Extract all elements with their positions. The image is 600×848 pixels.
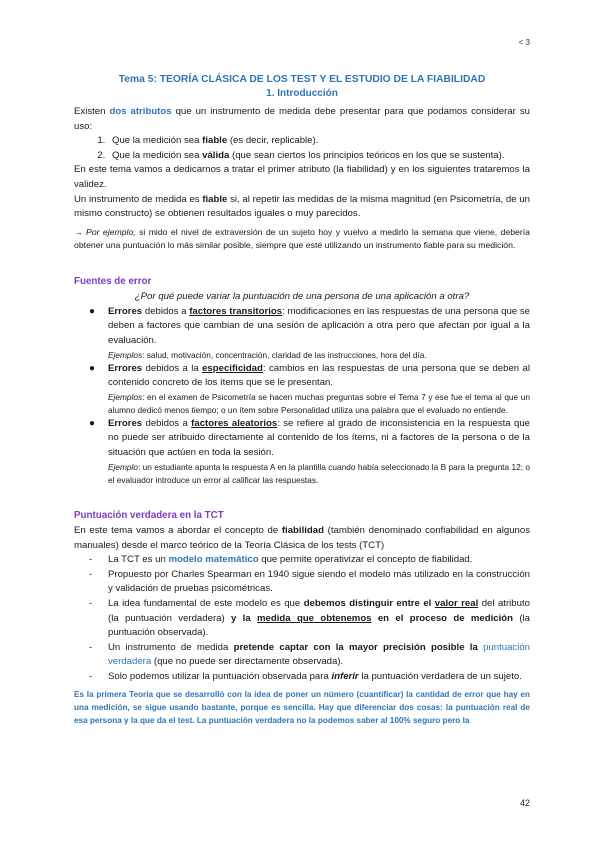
highlight-dos-atributos: dos atributos [109, 106, 172, 117]
bullet-icon: ● [89, 417, 96, 429]
intro-paragraph-3: Un instrumento de medida es fiable si, al repetir las medidas de la misma magnitud (en Psicometría, de un mismo constructo) se obtienen resultados iguales o muy parecidos. [74, 193, 531, 220]
example-note: Ejemplos: en el examen de Psicometría se hacen muchas preguntas sobre el Tema 7 y ese fue el tema al que un alumno dedicó menos tiempo; o un ítem sobre Personalidad utiliza una palabra que el evaluado no entiende. [108, 391, 530, 415]
list-item: - Un instrumento de medida pretende captar con la mayor precisión posible la puntuación verdadera (que no puede ser directamente observada). [89, 641, 531, 668]
list-item: 1. Que la medición sea fiable (es decir, replicable). [108, 134, 530, 149]
list-item: - Solo podemos utilizar la puntuación observada para inferir la puntuación verdadera de un sujeto. [89, 671, 522, 683]
intro-paragraph-2: En este tema vamos a dedicarnos a tratar el primer atributo (la fiabilidad) y en los siguientes trataremos la validez. [74, 164, 530, 190]
section-heading-puntuacion-verdadera: Puntuación verdadera en la TCT [74, 509, 224, 521]
list-item: - Propuesto por Charles Spearman en 1940 sigue siendo el modelo más utilizado en la construcción y validación de pruebas psicométricas. [89, 568, 530, 595]
intro-heading: 1. Introducción [266, 88, 338, 99]
page-number: 42 [519, 798, 530, 808]
list-item: ● Errores debidos a factores aleatorios: se refiere al grado de inconsistencia en la respuesta que no puede ser atribuido directamente al contenido de los ítems, ni a factores de la persona o de la situación que actúen en toda la sesión. Ejemplo: un estudiante apunta la respuesta A en la plantilla cuando había seleccionado la B para la pregunta 12; o el evaluador introduce un error al calificar las respuestas. [89, 417, 530, 485]
list-item: - La TCT es un modelo matemático que permite operativizar el concepto de fiabilidad. [89, 554, 473, 566]
section-heading-fuentes: Fuentes de error [74, 275, 152, 287]
page-corner-mark: < 3 [518, 38, 530, 47]
list-item: ● Errores debidos a factores transitorios: modificaciones en las respuestas de una persona que se deben a factores que cambian de una sesión de aplicación a otra pero que afectan por igual a la evaluación. Ejemplos: salud, motivación, concentración, claridad de las instrucciones, hora del día. [89, 305, 530, 360]
attributes-list [74, 134, 530, 163]
document-page [74, 72, 530, 728]
list-item: ● Errores debidos a la especificidad: cambios en las respuestas de una persona que se deben al contenido concreto de los ítems que se le presentan. Ejemplos: en el examen de Psicometría se hacen muchas preguntas sobre el Tema 7 y ese fue el tema al que un alumno dedicó menos tiempo; o un ítem sobre Personalidad utiliza una palabra que el evaluado no entiende. [89, 362, 530, 415]
error-sources-list [74, 305, 530, 487]
tct-points-list [74, 553, 530, 684]
list-item: 2. Que la medición sea válida (que sean ciertos los principios teóricos en los que se sustenta). [108, 149, 530, 164]
page-title: Tema 5: TEORÍA CLÁSICA DE LOS TEST Y EL ESTUDIO DE LA FIABILIDAD [118, 74, 486, 85]
fuentes-question: ¿Por qué puede variar la puntuación de una persona de una aplicación a otra? [134, 291, 470, 303]
bullet-icon: ● [89, 362, 96, 374]
list-item: - La idea fundamental de este modelo es que debemos distinguir entre el valor real del atributo (la puntuación verdadera) y la medida que obtenemos en el proceso de medición (la puntuación observada). [89, 598, 531, 639]
tct-paragraph: En este tema vamos a abordar el concepto de fiabilidad (también denominado confiabilidad en algunos manuales) desde el marco teórico de la Teoría Clásica de los tests (TCT) [74, 525, 531, 551]
intro-example: → Por ejemplo, si mido el nivel de extraversión de un sujeto hoy y vuelvo a medirlo la semana que viene, debería obtener una puntuación lo más similar posible, siempre que esté utilizando un instrumento fiable para su medición. [74, 226, 531, 251]
example-note: Ejemplo: un estudiante apunta la respuesta A en la plantilla cuando había seleccionado la B para la pregunta 12; o el evaluador introduce un error al calificar las respuestas. [108, 461, 530, 485]
example-note: Ejemplos: salud, motivación, concentración, claridad de las instrucciones, hora del día. [108, 349, 427, 360]
blue-note: Es la primera Teoría que se desarrolló con la idea de poner un número (cuantificar) la cantidad de error que hay en una medición, se sigue usando bastante, porque es sencilla. Hay que diferenciar dos cosas: la puntuación real de esa persona y la que da el test. La puntuación verdadera no la podemos saber al 100% seguro pero la [74, 689, 530, 726]
intro-paragraph: Existen dos atributos que un instrumento de medida debe presentar para que podamos considerar su uso: [74, 106, 530, 132]
bullet-icon: ● [89, 305, 96, 317]
